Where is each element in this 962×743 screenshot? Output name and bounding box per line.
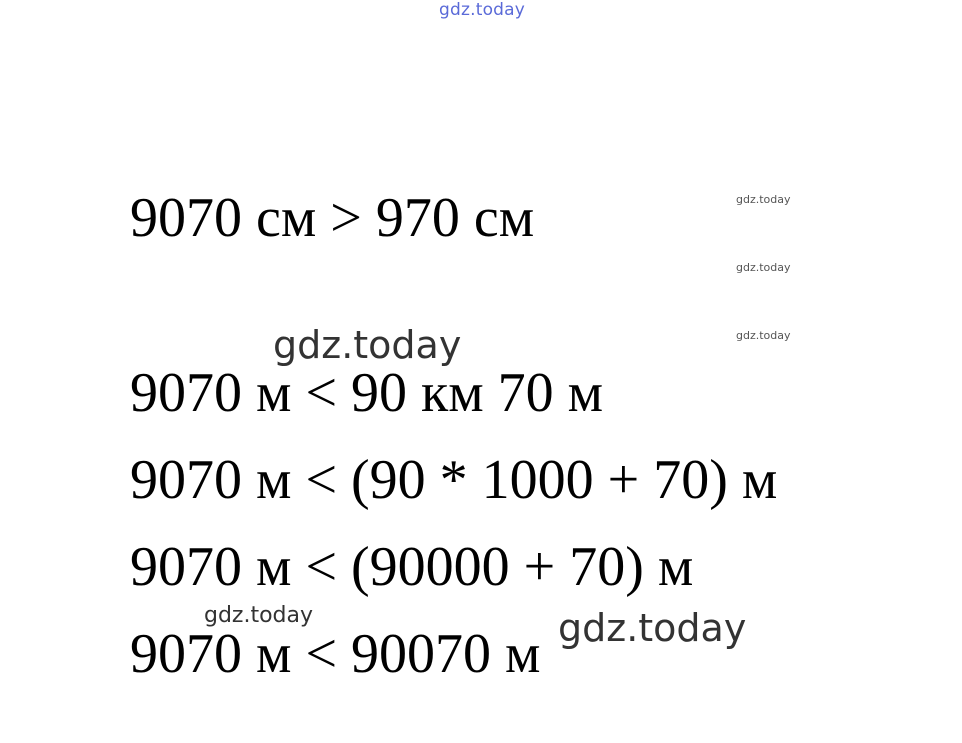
watermark-side-2: gdz.today [736,261,791,274]
watermark-mid: gdz.today [204,603,314,628]
comparison-line-1: 9070 см > 970 см [130,187,535,249]
comparison-line-5: 9070 м < 90070 м [130,623,541,685]
watermark-side-1: gdz.today [736,193,791,206]
watermark-big-2: gdz.today [558,606,747,650]
comparison-line-3: 9070 м < (90 * 1000 + 70) м [130,449,778,511]
comparison-line-2: 9070 м < 90 км 70 м [130,362,604,424]
watermark-top: gdz.today [439,0,526,20]
watermark-side-3: gdz.today [736,329,791,342]
watermark-big-1: gdz.today [273,323,462,367]
comparison-line-4: 9070 м < (90000 + 70) м [130,536,694,598]
